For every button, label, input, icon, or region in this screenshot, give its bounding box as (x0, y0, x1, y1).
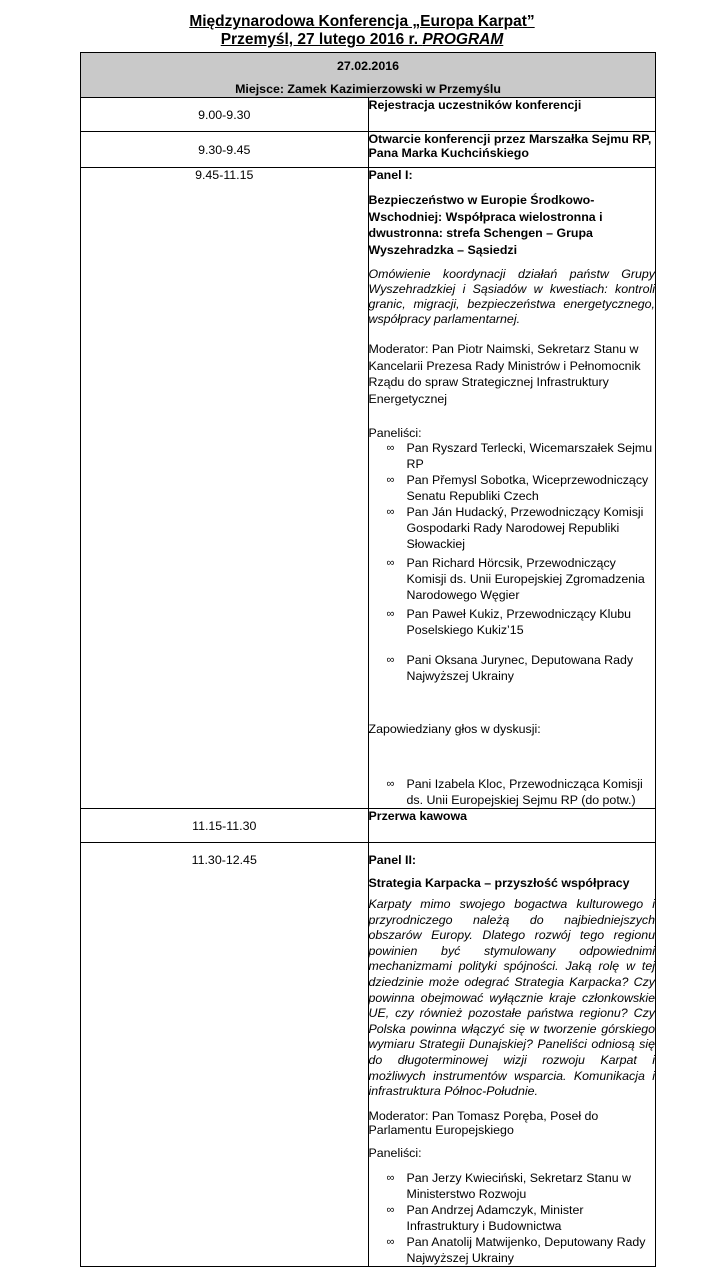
infinity-bullet-icon: ∞ (386, 1203, 395, 1216)
panel-description: Karpaty mimo swojego bogactwa kulturowego i przyrodniczego należą do najbiedniejszych obszarów Europy. Dlatego rozwój tego regionu powinien być stymulowany odpowiednimi mechanizmami polityki spójności. Jaką rolę w tej dziedzinie może odegrać Strategia Karpacka? Czy powinna obejmować wyłącznie kraje członkowskie UE, czy również pozostałe państwa regionu? Czy Polska powinna włączyć się w tworzenie górskiego wymiaru Strategii Dunajskiej? Paneliści odniosą się do długoterminowej wizji rozwoju Karpat i możliwych instrumentów wsparcia. Komunikacja i infrastruktura Północ-Południe. (368, 897, 655, 1099)
list-item (369, 1234, 656, 1266)
list-item (369, 652, 656, 684)
panelist-name: Pan Ryszard Terlecki, Wicemarszałek Sejmu RP (406, 441, 653, 471)
panelist-name: Pani Oksana Jurynec, Deputowana Rady Najwyższej Ukrainy (406, 653, 634, 683)
panelist-name: Pan Anatolij Matwijenko, Deputowany Rady Najwyższej Ukrainy (406, 1234, 646, 1265)
announced-list (369, 776, 656, 808)
panelists-label: Paneliści: (368, 426, 422, 440)
row-title: Otwarcie konferencji przez Marszałka Sejmu RP, Pana Marka Kuchcińskiego (368, 132, 656, 168)
list-item (369, 504, 656, 552)
row-time: 11.15-11.30 (81, 809, 369, 843)
panelist-name: Pan Richard Hörcsik, Przewodniczący Komisji ds. Unii Europejskiej Zgromadzenia Narodowego Węgier (406, 556, 645, 602)
panel-label: Panel I: (368, 168, 413, 182)
date-place: Przemyśl, 27 lutego 2016 r. (220, 31, 419, 48)
row-title: Przerwa kawowa (368, 809, 656, 843)
panel-2-content (368, 843, 656, 1267)
panelist-name: Pan Ján Hudacký, Przewodniczący Komisji Gospodarki Rady Narodowej Republiki Słowackiej (406, 505, 644, 551)
panel-moderator: Moderator: Pan Tomasz Poręba, Poseł do Parlamentu Europejskiego (368, 1108, 599, 1137)
panel-label: Panel II: (368, 853, 417, 867)
list-item (369, 440, 656, 472)
list-item (369, 606, 656, 638)
row-title: Rejestracja uczestników konferencji (368, 98, 656, 132)
panelist-name: Pan Andrzej Adamczyk, Minister Infrastruktury i Budownictwa (406, 1202, 584, 1233)
panel-description: Omówienie koordynacji działań państw Grupy Wyszehradzkiej i Sąsiadów w kwestiach: kontroli granic, migracji, bezpieczeństwa energetycznego, współpracy parlamentarnej. (368, 267, 655, 326)
infinity-bullet-icon: ∞ (386, 506, 395, 518)
table-row (81, 809, 656, 843)
panel-moderator: Moderator: Pan Piotr Naimski, Sekretarz Stanu w Kancelarii Prezesa Rady Ministrów i Pełnomocnik Rządu do spraw Strategicznej Infrastruktury Energetycznej (368, 342, 641, 406)
speaker-name: Pani Izabela Kloc, Przewodnicząca Komisji ds. Unii Europejskiej Sejmu RP (do potw.) (406, 777, 643, 807)
infinity-bullet-icon: ∞ (386, 474, 395, 486)
row-time: 9.00-9.30 (81, 98, 369, 132)
row-time: 9.45-11.15 (81, 168, 369, 809)
list-item (369, 555, 656, 603)
program-label: PROGRAM (422, 31, 504, 48)
infinity-bullet-icon: ∞ (386, 1235, 395, 1248)
table-header (81, 53, 656, 98)
announced-label: Zapowiedziany głos w dyskusji: (368, 722, 541, 736)
table-row (81, 168, 656, 809)
program-table (80, 52, 656, 1267)
event-date: 27.02.2016 (336, 59, 399, 73)
row-time: 11.30-12.45 (81, 843, 369, 1267)
panelists-list (369, 440, 656, 684)
document-subtitle (0, 31, 724, 49)
panel-1-content (368, 168, 656, 809)
document-title: Międzynarodowa Konferencja „Europa Karpat” (189, 13, 535, 30)
panelist-name: Pan Paweł Kukiz, Przewodniczący Klubu Poselskiego Kukiz’15 (406, 607, 632, 637)
panel-topic: Strategia Karpacka – przyszłość współpracy (368, 876, 630, 890)
infinity-bullet-icon: ∞ (386, 778, 395, 790)
table-row (81, 843, 656, 1267)
list-item (369, 1202, 656, 1234)
infinity-bullet-icon: ∞ (386, 654, 395, 666)
event-place: Miejsce: Zamek Kazimierzowski w Przemyślu (235, 82, 501, 96)
infinity-bullet-icon: ∞ (386, 557, 395, 569)
row-time: 9.30-9.45 (81, 132, 369, 168)
list-item (369, 472, 656, 504)
panelist-name: Pan Přemysl Sobotka, Wiceprzewodniczący Senatu Republiki Czech (406, 473, 649, 503)
list-item (369, 1170, 656, 1202)
infinity-bullet-icon: ∞ (386, 1171, 395, 1184)
infinity-bullet-icon: ∞ (386, 608, 395, 620)
list-item (369, 776, 656, 808)
panelists-list (369, 1170, 656, 1266)
panel-topic: Bezpieczeństwo w Europie Środkowo-Wschodniej: Współpraca wielostronna i dwustronna: strefa Schengen – Grupa Wyszehradzka – Sąsiedzi (368, 193, 603, 257)
infinity-bullet-icon: ∞ (386, 442, 395, 454)
panelists-label: Paneliści: (368, 1145, 422, 1160)
table-row (81, 132, 656, 168)
table-row (81, 98, 656, 132)
panelist-name: Pan Jerzy Kwieciński, Sekretarz Stanu w Ministerstwo Rozwoju (406, 1170, 631, 1201)
table-header-row (81, 53, 656, 98)
